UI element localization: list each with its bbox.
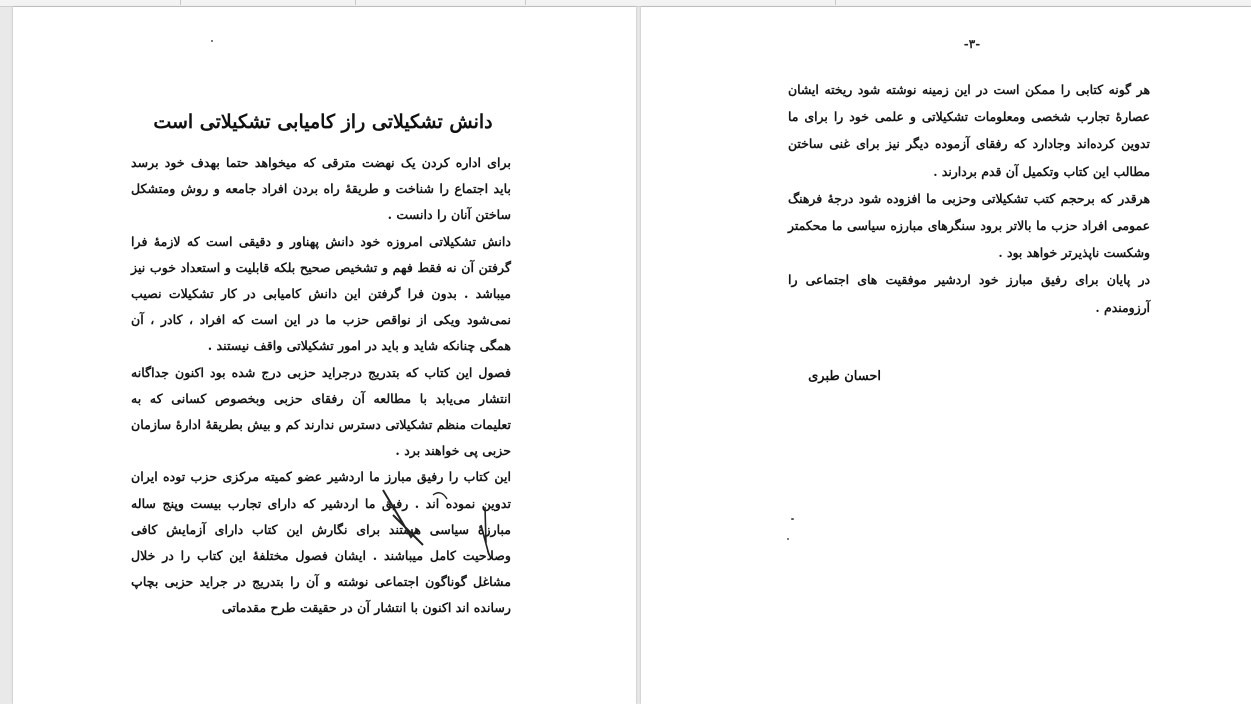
page-number: -۳-: [963, 37, 981, 51]
document-page-right: [641, 7, 1251, 704]
paragraph: برای اداره کردن یک نهضت مترقی که میخواهد حتما بهدف خود برسد باید اجتماع را شناخت و طریقهٔ راه بردن افراد جامعه و روش ومتشکل ساختن آنان را دانست .: [131, 155, 511, 223]
tab-4[interactable]: [525, 0, 836, 5]
scan-speck: [791, 518, 794, 520]
scan-speck: [787, 538, 789, 540]
tab-2[interactable]: [180, 0, 356, 5]
paragraph: هر گونه کتابی را ممکن است در این زمینه نوشته شود ریخته ایشان عصارهٔ تجارب شخصی ومعلومات تشکیلاتی و علمی خود را برای ما تدوین کرده‌اند وجادارد که رفقای آزموده دیگر نیز برای غنی ساختن مطالب این کتاب وتکمیل آن قدم بردارند .: [788, 82, 1150, 179]
author-signature: احسان طبری: [808, 369, 881, 384]
scan-speck: [211, 40, 213, 42]
handwritten-mark: [363, 485, 513, 595]
right-page-body: [788, 76, 1150, 321]
document-page-left: [13, 7, 636, 704]
paragraph: این کتاب را رفیق مبارز ما اردشیر عضو کمیته مرکزی حزب توده ایران تدوین نموده اند . رفیق ما اردشیر که دارای تجارب بیست وپنج ساله مبارزهٔ سیاسی هستند برای نگارش این کتاب دارای آزمایش کافی وصلاحیت کامل میباشند . ایشان فصول مختلفهٔ این کتاب را در خلال مشاغل گوناگون اجتماعی نوشته و آن را بتدریج در جراید حزبی بچاپ رسانده اند اکنون با انتشار آن در حقیقت طرح مقدماتی: [131, 469, 511, 616]
tab-1[interactable]: [0, 0, 181, 5]
paragraph: در پایان برای رفیق مبارز خود اردشیر موفقیت های اجتماعی را آرزومندم .: [788, 272, 1150, 315]
paragraph: دانش تشکیلاتی امروزه خود دانش پهناور و دقیقی است که لازمهٔ فرا گرفتن آن نه فقط فهم و تشخیص صحیح بلکه قابلیت و استعداد خوب نیز میباشد . بدون فرا گرفتن این دانش کامیابی در کار تشکیلات نصیب نمی‌شود ویکی از نواقص حزب ما در این است که افراد ، کادر ، آن همگی چنانکه شاید و باید در امور تشکیلاتی واقف نیستند .: [131, 233, 511, 354]
page-title: دانش تشکیلاتی راز کامیابی تشکیلاتی است: [153, 111, 493, 133]
tab-3[interactable]: [355, 0, 526, 5]
paragraph: هرقدر که برحجم کتب تشکیلاتی وحزبی ما افزوده شود درجهٔ فرهنگ عمومی افراد حزب ما بالاتر برود سنگرهای مبارزه سیاسی ما محکمتر وشکست ناپذیرتر خواهد بود .: [788, 190, 1150, 261]
paragraph: فصول این کتاب که بتدریج درجراید حزبی درج شده بود اکنون جداگانه انتشار می‌یابد با مطالعه آن رفقای حزبی وبخصوص کسانی که به تعلیمات منظم تشکیلاتی دسترس ندارند کم و بیش بطریقهٔ ادارهٔ سازمان حزبی پی خواهند برد .: [131, 364, 511, 459]
viewer-tab-strip: [0, 0, 1251, 7]
